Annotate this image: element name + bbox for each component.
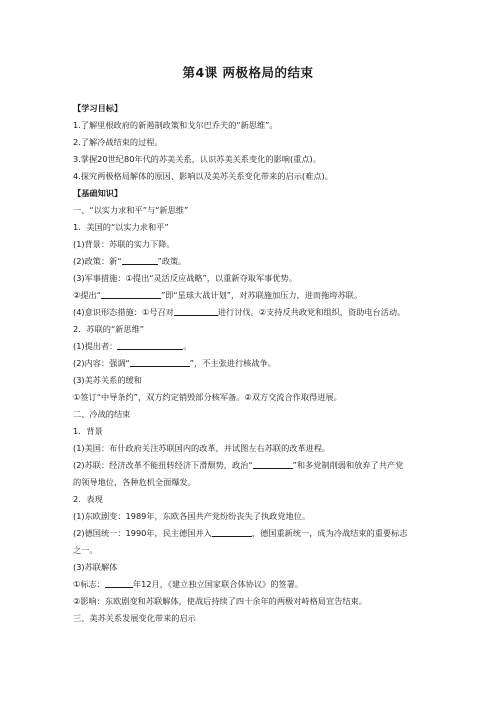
paragraph-text: (3)苏联解体 [73,562,118,572]
fill-blank [253,458,293,469]
section-three-title: 三、美苏关系发展变化带来的启示 [73,613,196,623]
fill-blank [122,254,158,265]
paragraph-text: (1)背景：苏联的实力下降。 [73,239,175,249]
paragraph-text: 的领导地位，各种危机全面爆发。 [73,477,196,487]
paragraph-text: 1．背景 [73,426,103,436]
fill-blank [130,356,190,367]
section-one-title: 一、“以实力求和平”与“新思维” [73,205,189,215]
paragraph-text: (1)东欧剧变：1989年，东欧各国共产党纷纷丧失了执政党地位。 [73,511,311,521]
fill-blank [101,288,161,299]
paragraph-text: ①标志： 年12月，《建立独立国家联合体协议》的签署。 [73,579,303,589]
paragraph-text: 1．美国的“以实力求和平” [73,222,169,232]
paragraph-text: (3)军事措施：①提出“灵活反应战略”，以重新夺取军事优势。 [73,273,297,283]
objective-item: 4.探究两极格局解体的原因、影响以及美苏关系变化带来的启示(难点)。 [73,171,333,181]
paragraph-text: (1)提出者： 。 [73,341,192,351]
paragraph-text: 之一。 [73,545,98,555]
basics-heading: 【基础知识】 [73,188,123,198]
paragraph-text: (2)苏联：经济改革不能扭转经济下滑颓势，政治“ ”和多党制削弱和放弃了共产党 [73,460,404,470]
objective-item: 2.了解冷战结束的过程。 [73,137,163,147]
paragraph-text: (3)美苏关系的缓和 [73,375,142,385]
section-two-title: 二、冷战的结束 [73,409,131,419]
paragraph-text: 2．苏联的“新思维” [73,324,145,334]
fill-blank [105,577,133,588]
fill-blank [212,526,252,537]
paragraph-text: (4)意识形态措施：①号召对 进行讨伐。②支持反共政党和组织，资助电台活动。 [73,307,406,317]
paragraph-text: ①签订“中导条约”，双方约定销毁部分核军备。②双方交流合作取得进展。 [73,392,342,402]
objective-item: 1.了解里根政府的新遏制政策和戈尔巴乔夫的“新思维”。 [73,120,278,130]
document-body [73,100,433,627]
paragraph-text: (2)德国统一：1990年，民主德国并入 ，德国重新统一，成为冷战结束的重要标志 [73,528,408,538]
paragraph-text: (2)内容：强调“ ”，不主张进行核战争。 [73,358,276,368]
paragraph-text: (2)政策：新“ ”政策。 [73,256,187,266]
paragraph-text: ②提出“ ”即“星球大战计划”，对苏联施加压力，进而拖垮苏联。 [73,290,363,300]
paragraph-text: 2．表现 [73,494,103,504]
fill-blank [117,339,183,350]
lesson-title: 第4课 两极格局的结束 [182,65,314,80]
objective-item: 3.掌握20世纪80年代的苏美关系，认识苏美关系变化的影响(重点)。 [73,154,321,164]
objectives-heading: 【学习目标】 [73,103,123,113]
paragraph-text: ②影响：东欧剧变和苏联解体，使战后持续了四十余年的两极对峙格局宣告结束。 [73,596,367,606]
fill-blank [174,305,218,316]
paragraph-text: (1)美国：布什政府关注苏联国内的改革，并试图左右苏联的改革进程。 [73,443,331,453]
